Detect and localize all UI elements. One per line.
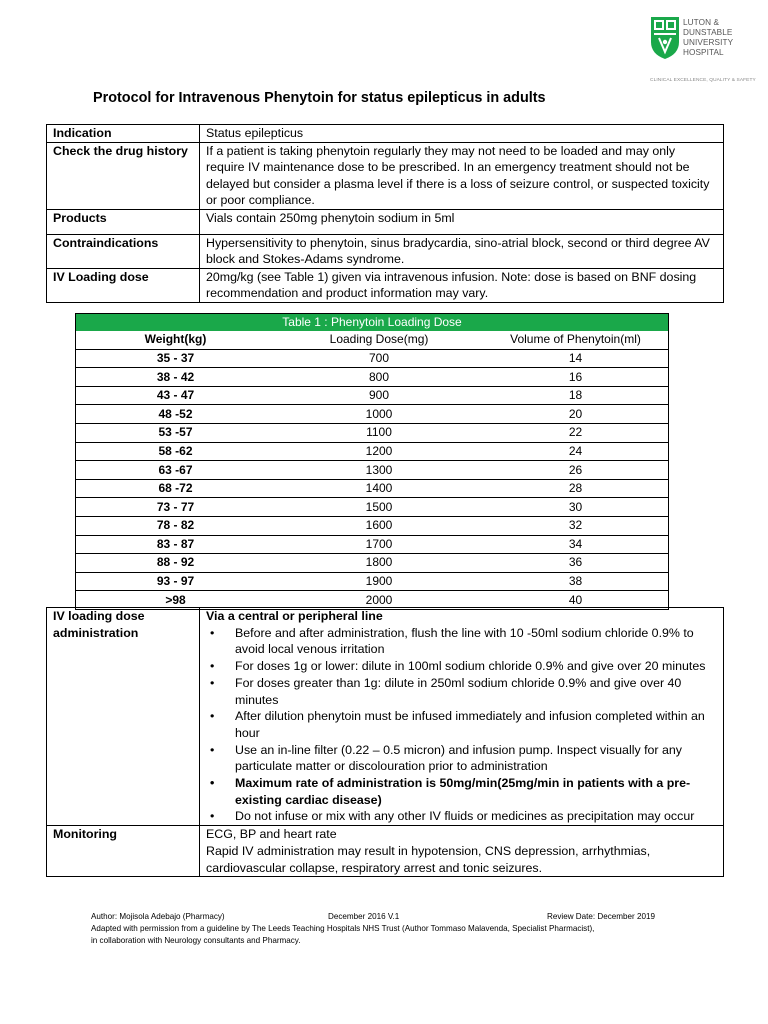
- volume-cell: 24: [483, 442, 669, 461]
- dose-table-row: [76, 517, 669, 536]
- dose-cell: 1800: [275, 554, 483, 573]
- volume-cell: 34: [483, 535, 669, 554]
- weight-cell: >98: [76, 591, 276, 610]
- table-row: [47, 268, 724, 302]
- monitoring-line: Rapid IV administration may result in hypotension, CNS depression, arrhythmias, cardiovascular collapse, respiratory arrest and tonic seizures.: [206, 843, 651, 875]
- table-row: [47, 209, 724, 234]
- dose-cell: 2000: [275, 591, 483, 610]
- weight-cell: 63 -67: [76, 461, 276, 480]
- weight-cell: 78 - 82: [76, 517, 276, 536]
- row-label: Products: [47, 209, 200, 234]
- row-value: Hypersensitivity to phenytoin, sinus bradycardia, sino-atrial block, second or third degree AV block and Stokes-Adams syndrome.: [200, 234, 724, 268]
- dose-cell: 1000: [275, 405, 483, 424]
- volume-cell: 38: [483, 572, 669, 591]
- dose-table-caption-row: [76, 314, 669, 332]
- list-item: • For doses 1g or lower: dilute in 100ml sodium chloride 0.9% and give over 20 minutes: [206, 658, 717, 675]
- dose-table-row: [76, 368, 669, 387]
- dose-table: [75, 313, 669, 610]
- weight-cell: 38 - 42: [76, 368, 276, 387]
- hospital-logo: [650, 16, 756, 90]
- dose-table-row: [76, 461, 669, 480]
- logo-tagline: CLINICAL EXCELLENCE, QUALITY & SAFETY: [650, 78, 756, 83]
- weight-cell: 73 - 77: [76, 498, 276, 517]
- dose-table-header-row: [76, 331, 669, 349]
- volume-cell: 28: [483, 479, 669, 498]
- dose-cell: 1500: [275, 498, 483, 517]
- monitoring-line: ECG, BP and heart rate: [206, 827, 337, 842]
- column-header: Volume of Phenytoin(ml): [483, 331, 669, 349]
- dose-table-row: [76, 572, 669, 591]
- admin-heading: Via a central or peripheral line: [206, 609, 383, 623]
- footer-line: Adapted with permission from a guideline by The Leeds Teaching Hospitals NHS Trust (Author Tommaso Malavenda, Specialist Pharmacist),: [91, 924, 595, 933]
- table-row: [47, 608, 724, 826]
- list-item: • Maximum rate of administration is 50mg/min(25mg/min in patients with a pre-existing cardiac disease): [206, 775, 717, 808]
- dose-cell: 1400: [275, 479, 483, 498]
- dose-cell: 1700: [275, 535, 483, 554]
- weight-cell: 48 -52: [76, 405, 276, 424]
- list-item: • After dilution phenytoin must be infused immediately and infusion completed within an hour: [206, 708, 717, 741]
- list-item: • Before and after administration, flush the line with 10 -50ml sodium chloride 0.9% to avoid local venous irritation: [206, 625, 717, 658]
- logo-name: LUTON & DUNSTABLE UNIVERSITY HOSPITAL: [683, 18, 734, 57]
- page-title: Protocol for Intravenous Phenytoin for status epilepticus in adults: [93, 90, 546, 106]
- dose-cell: 1600: [275, 517, 483, 536]
- row-value: 20mg/kg (see Table 1) given via intravenous infusion. Note: dose is based on BNF dosing recommendation and product information may vary.: [200, 268, 724, 302]
- dose-table-body: [76, 349, 669, 609]
- row-label: Check the drug history: [47, 142, 200, 209]
- weight-cell: 93 - 97: [76, 572, 276, 591]
- volume-cell: 26: [483, 461, 669, 480]
- dose-table-row: [76, 498, 669, 517]
- table-row: [47, 142, 724, 209]
- volume-cell: 18: [483, 386, 669, 405]
- column-header: Loading Dose(mg): [275, 331, 483, 349]
- dose-table-row: [76, 554, 669, 573]
- weight-cell: 58 -62: [76, 442, 276, 461]
- row-label: Indication: [47, 125, 200, 143]
- volume-cell: 40: [483, 591, 669, 610]
- row-value: [200, 608, 724, 826]
- table-row: [47, 125, 724, 143]
- footer-line: in collaboration with Neurology consultants and Pharmacy.: [91, 936, 301, 945]
- row-value: Status epilepticus: [200, 125, 724, 143]
- row-label: IV Loading dose: [47, 268, 200, 302]
- dose-table-row: [76, 349, 669, 368]
- dose-table-row: [76, 386, 669, 405]
- footer: [91, 911, 691, 947]
- volume-cell: 36: [483, 554, 669, 573]
- row-label: IV loading dose administration: [47, 608, 200, 826]
- volume-cell: 30: [483, 498, 669, 517]
- weight-cell: 68 -72: [76, 479, 276, 498]
- dose-cell: 1300: [275, 461, 483, 480]
- list-item: • Use an in-line filter (0.22 – 0.5 micron) and infusion pump. Inspect visually for any particulate matter or discolouration prior to administration: [206, 742, 717, 775]
- row-value: If a patient is taking phenytoin regularly they may not need to be loaded and may only require IV maintenance dose to be prescribed. In an emergency treatment should not be delayed but consider a plasma level if there is a loss of seizure control, or suspected toxicity or poor compliance.: [200, 142, 724, 209]
- dose-table-row: [76, 479, 669, 498]
- dose-cell: 800: [275, 368, 483, 387]
- admin-bullet-list: [206, 625, 717, 825]
- volume-cell: 22: [483, 424, 669, 443]
- dose-table-row: [76, 442, 669, 461]
- row-label: Contraindications: [47, 234, 200, 268]
- weight-cell: 83 - 87: [76, 535, 276, 554]
- table-row: [47, 234, 724, 268]
- dose-table-row: [76, 424, 669, 443]
- volume-cell: 32: [483, 517, 669, 536]
- row-label: Monitoring: [47, 826, 200, 877]
- dose-cell: 1900: [275, 572, 483, 591]
- volume-cell: 16: [483, 368, 669, 387]
- dose-table-caption: Table 1 : Phenytoin Loading Dose: [76, 314, 669, 332]
- footer-line: [91, 911, 691, 923]
- weight-cell: 43 - 47: [76, 386, 276, 405]
- dose-table-row: [76, 405, 669, 424]
- row-value: Vials contain 250mg phenytoin sodium in 5ml: [200, 209, 724, 234]
- footer-author: Author: Mojisola Adebajo (Pharmacy): [91, 912, 225, 921]
- shield-icon: [650, 16, 680, 60]
- row-value: [200, 826, 724, 877]
- info-table: [46, 124, 724, 303]
- footer-review: Review Date: December 2019: [547, 912, 655, 921]
- column-header: Weight(kg): [76, 331, 276, 349]
- dose-table-row: [76, 535, 669, 554]
- weight-cell: 88 - 92: [76, 554, 276, 573]
- administration-table: [46, 607, 724, 877]
- dose-cell: 1200: [275, 442, 483, 461]
- weight-cell: 35 - 37: [76, 349, 276, 368]
- table-row: [47, 826, 724, 877]
- dose-cell: 1100: [275, 424, 483, 443]
- weight-cell: 53 -57: [76, 424, 276, 443]
- dose-cell: 900: [275, 386, 483, 405]
- dose-cell: 700: [275, 349, 483, 368]
- footer-date: December 2016 V.1: [328, 912, 400, 921]
- list-item: • Do not infuse or mix with any other IV fluids or medicines as precipitation may occur: [206, 808, 717, 825]
- volume-cell: 14: [483, 349, 669, 368]
- volume-cell: 20: [483, 405, 669, 424]
- list-item: • For doses greater than 1g: dilute in 250ml sodium chloride 0.9% and give over 40 minutes: [206, 675, 717, 708]
